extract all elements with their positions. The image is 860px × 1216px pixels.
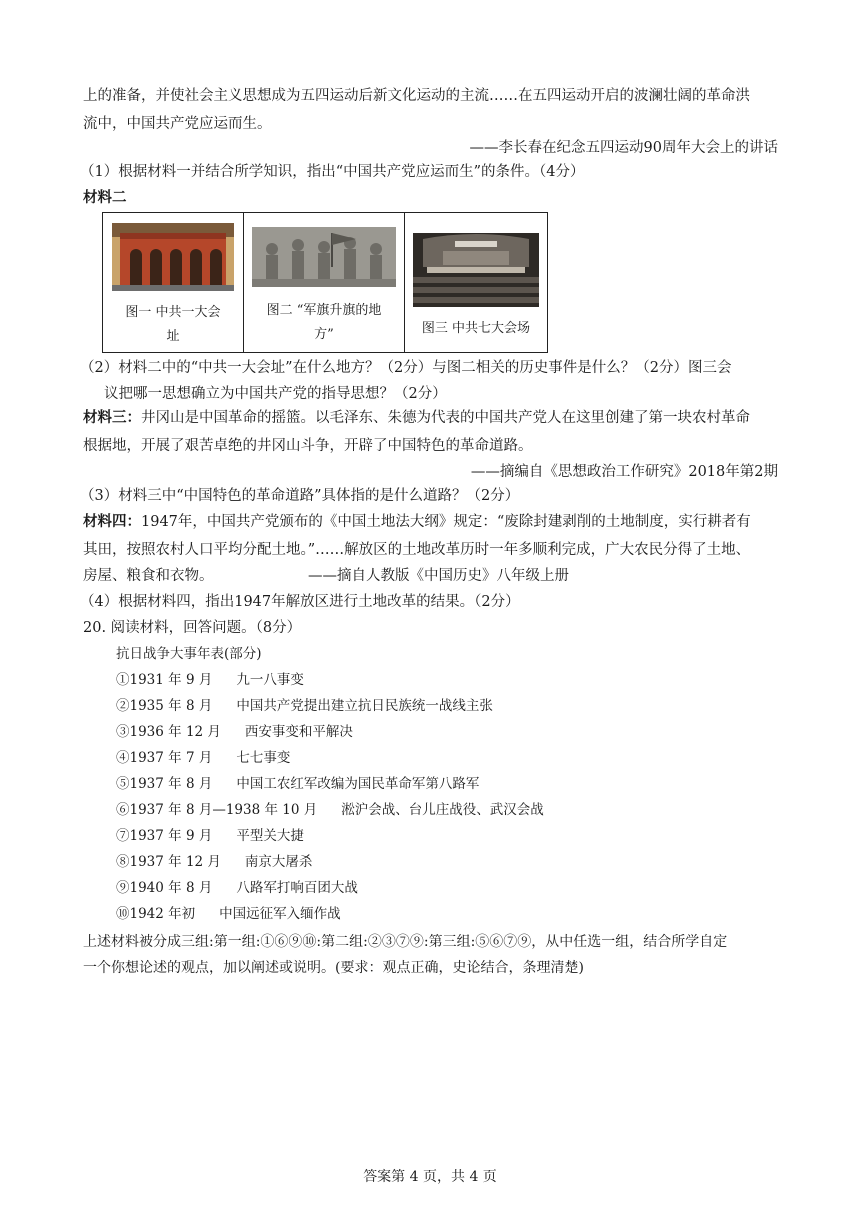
timeline-event: 八路军打响百团大战 bbox=[236, 880, 358, 896]
question-1: （1）根据材料一并结合所学知识，指出“中国共产党应运而生”的条件。（4分） bbox=[80, 164, 585, 180]
timeline-event: 中国工农红军改编为国民革命军第八路军 bbox=[236, 776, 480, 792]
figure-2-cell bbox=[244, 213, 405, 353]
figure-2-caption-line2: 方” bbox=[314, 327, 334, 342]
timeline-row bbox=[116, 748, 290, 768]
question-4: （4）根据材料四，指出1947年解放区进行土地改革的结果。（2分） bbox=[80, 594, 520, 610]
material3-line2: 根据地，开展了艰苦卓绝的井冈山斗争，开辟了中国特色的革命道路。 bbox=[83, 438, 533, 454]
timeline-event: 西安事变和平解决 bbox=[244, 724, 353, 740]
question-3: （3）材料三中“中国特色的革命道路”具体指的是什么道路？（2分） bbox=[80, 488, 520, 504]
figure-2-caption-line1: 图二 “军旗升旗的地 bbox=[266, 303, 382, 318]
timeline-row bbox=[116, 800, 544, 820]
timeline-title: 抗日战争大事年表(部分) bbox=[116, 646, 262, 662]
figure-1-caption-line2: 址 bbox=[166, 329, 180, 344]
material3-line1 bbox=[83, 408, 750, 428]
timeline-event: 淞沪会战、台儿庄战役、武汉会战 bbox=[341, 802, 544, 818]
question-2-line2: 议把哪一思想确立为中国共产党的指导思想？（2分） bbox=[104, 386, 447, 402]
material2-figure-table bbox=[102, 212, 548, 353]
timeline-event: 南京大屠杀 bbox=[244, 854, 313, 870]
question-20-instruction-line2: 一个你想论述的观点，加以阐述或说明。(要求：观点正确，史论结合，条理清楚) bbox=[83, 960, 584, 976]
material4-text: 1947年，中国共产党颁布的《中国土地法大纲》规定：“废除封建剥削的土地制度，实行耕者有 bbox=[141, 514, 751, 530]
relief-sculpture-photo-icon bbox=[252, 227, 396, 287]
timeline-row bbox=[116, 722, 353, 742]
question-20-title: 20. 阅读材料，回答问题。（8分） bbox=[83, 620, 302, 636]
material1-line2: 流中，中国共产党应运而生。 bbox=[83, 116, 272, 132]
material3-source: ——摘编自《思想政治工作研究》2018年第2期 bbox=[470, 464, 778, 480]
material4-line2: 其田，按照农村人口平均分配土地。”……解放区的土地改革历时一年多顺利完成，广大农民分得了土地、 bbox=[83, 542, 751, 558]
material4-line1 bbox=[83, 512, 751, 532]
timeline-event: 中国远征军入缅作战 bbox=[219, 906, 341, 922]
material4-label: 材料四： bbox=[83, 514, 141, 530]
timeline-date: ⑨1940 年 8 月 bbox=[116, 880, 213, 896]
question-20-instruction-line1: 上述材料被分成三组:第一组:①⑥⑨⑩:第二组:②③⑦⑨:第三组:⑤⑥⑦⑨，从中任选一组，结合所学自定 bbox=[83, 934, 728, 950]
timeline-row bbox=[116, 904, 341, 924]
timeline-date: ⑩1942 年初 bbox=[116, 906, 196, 922]
timeline-row bbox=[116, 852, 312, 872]
timeline-event: 中国共产党提出建立抗日民族统一战线主张 bbox=[236, 698, 493, 714]
timeline-date: ①1931 年 9 月 bbox=[116, 672, 213, 688]
timeline-row bbox=[116, 826, 304, 846]
timeline-row bbox=[116, 696, 493, 716]
material4-line3: 房屋、粮食和衣物。 bbox=[83, 568, 214, 584]
figure-3-caption-line1: 图三 中共七大会场 bbox=[421, 321, 531, 336]
material4-source: ——摘自人教版《中国历史》八年级上册 bbox=[308, 568, 569, 584]
material1-source: ——李长春在纪念五四运动90周年大会上的讲话 bbox=[469, 140, 778, 156]
figure-1-caption-line1: 图一 中共一大会 bbox=[125, 305, 221, 320]
timeline-date: ⑤1937 年 8 月 bbox=[116, 776, 213, 792]
timeline-date: ⑦1937 年 9 月 bbox=[116, 828, 213, 844]
material3-label: 材料三： bbox=[83, 410, 141, 426]
material3-text: 井冈山是中国革命的摇篮。以毛泽东、朱德为代表的中国共产党人在这里创建了第一块农村革命 bbox=[141, 410, 750, 426]
timeline-date: ⑥1937 年 8 月—1938 年 10 月 bbox=[116, 802, 318, 818]
congress-hall-photo-icon bbox=[413, 233, 539, 307]
timeline-row bbox=[116, 774, 479, 794]
question-2-line1: （2）材料二中的“中共一大会址”在什么地方？（2分）与图二相关的历史事件是什么？（2分）图三会 bbox=[80, 360, 732, 376]
figure-1-cell bbox=[103, 213, 244, 353]
timeline-event: 七七事变 bbox=[236, 750, 291, 766]
timeline-row bbox=[116, 670, 304, 690]
timeline-date: ④1937 年 7 月 bbox=[116, 750, 213, 766]
figure-3-cell bbox=[405, 213, 548, 353]
timeline-date: ⑧1937 年 12 月 bbox=[116, 854, 221, 870]
red-brick-building-photo-icon bbox=[112, 223, 234, 291]
timeline-date: ②1935 年 8 月 bbox=[116, 698, 213, 714]
material2-heading: 材料二 bbox=[83, 190, 127, 206]
timeline-date: ③1936 年 12 月 bbox=[116, 724, 221, 740]
timeline-row bbox=[116, 878, 358, 898]
timeline-event: 平型关大捷 bbox=[236, 828, 304, 844]
page-footer: 答案第 4 页，共 4 页 bbox=[363, 1169, 497, 1185]
material1-line1: 上的准备，并使社会主义思想成为五四运动后新文化运动的主流……在五四运动开启的波澜壮阔的革命洪 bbox=[83, 88, 750, 104]
timeline-event: 九一八事变 bbox=[236, 672, 304, 688]
